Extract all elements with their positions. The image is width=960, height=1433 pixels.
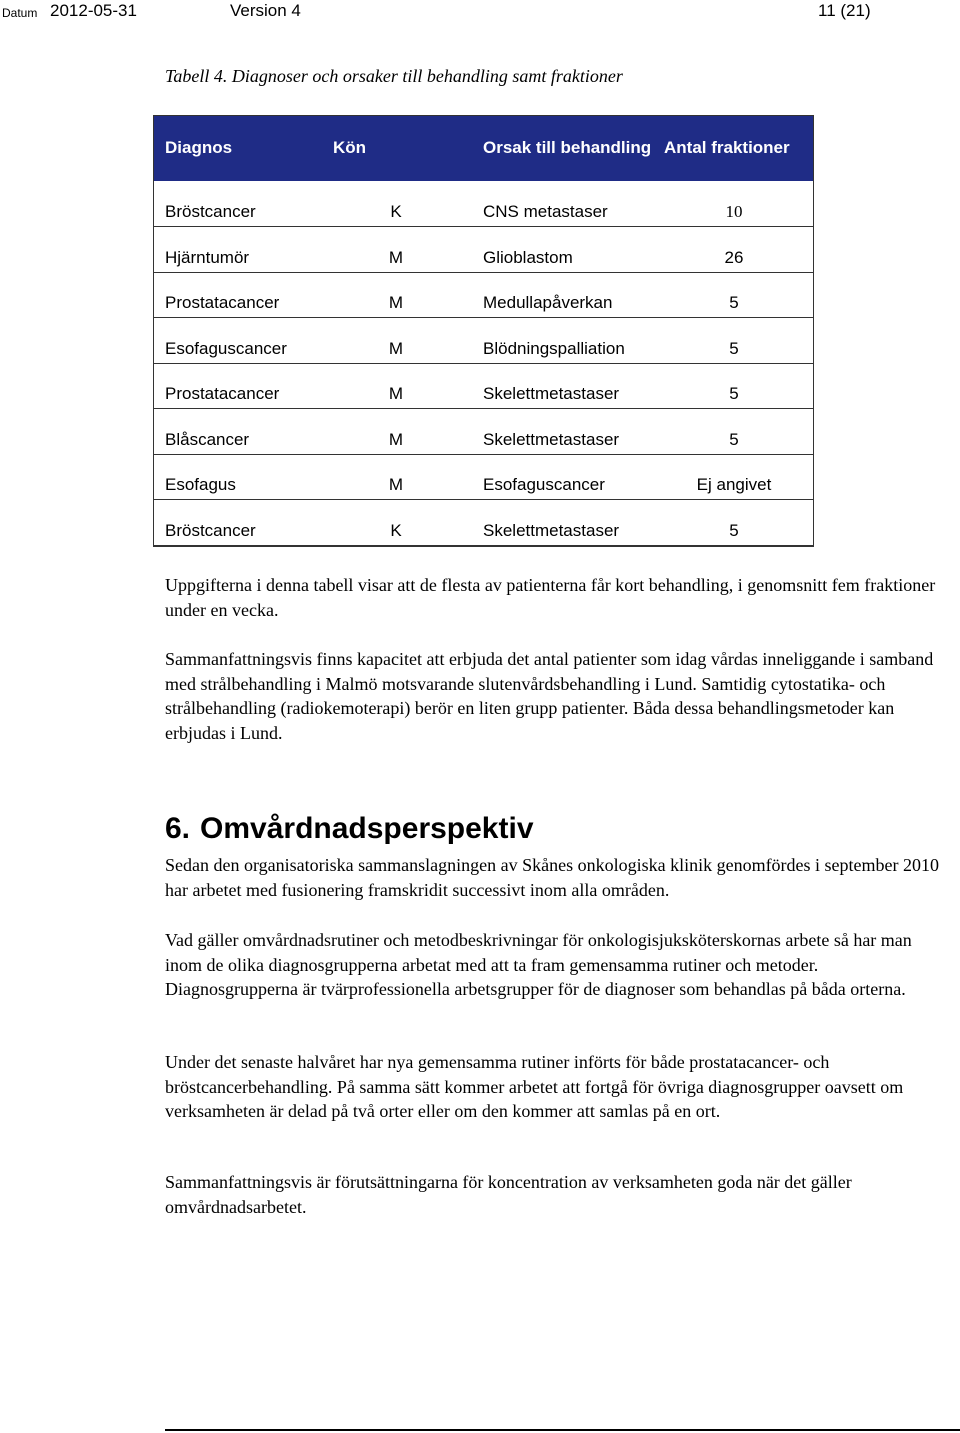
cell-orsak: Skelettmetastaser — [471, 363, 654, 409]
section-title: Omvårdnadsperspektiv — [200, 812, 534, 845]
cell-diagnos: Esofaguscancer — [153, 318, 321, 364]
document-date: 2012-05-31 — [50, 1, 137, 20]
cell-antal: 5 — [654, 409, 814, 455]
table-row — [153, 363, 814, 409]
cell-antal: 5 — [654, 318, 814, 364]
cell-kon: M — [321, 363, 471, 409]
cell-orsak: Skelettmetastaser — [471, 409, 654, 455]
cell-diagnos: Hjärntumör — [153, 227, 321, 273]
paragraph-new-routines: Under det senaste halvåret har nya gemensamma rutiner införts för både prostatacancer- och bröstcancerbehandling. På samma sätt kommer arbetet att fortgå för övriga diagnosgrupper oavsett om verksamheten är delad på två orter eller om den kommer att samlas på en ort. — [165, 1052, 904, 1121]
paragraph-table-summary: Uppgifterna i denna tabell visar att de flesta av patienterna får kort behandling, i genomsnitt fem fraktioner under en vecka. — [165, 575, 936, 620]
cell-antal: 10 — [654, 181, 814, 227]
paragraph-merger: Sedan den organisatoriska sammanslagningen av Skånes onkologiska klinik genomfördes i september 2010 har arbetet med fusionering framskridit successivt inom alla områden. — [165, 855, 940, 900]
cell-kon: K — [321, 181, 471, 227]
table-row — [153, 500, 814, 546]
cell-orsak: Blödningspalliation — [471, 318, 654, 364]
cell-diagnos: Bröstcancer — [153, 500, 321, 546]
cell-diagnos: Prostatacancer — [153, 272, 321, 318]
cell-kon: M — [321, 318, 471, 364]
cell-kon: M — [321, 272, 471, 318]
table-row — [153, 272, 814, 318]
section-number: 6. — [165, 812, 191, 845]
cell-kon: M — [321, 227, 471, 273]
table-row — [153, 454, 814, 500]
cell-kon: M — [321, 409, 471, 455]
header-kon: Kön — [321, 115, 471, 181]
table-caption: Tabell 4. Diagnoser och orsaker till behandling samt fraktioner — [165, 66, 623, 86]
cell-antal: Ej angivet — [654, 454, 814, 500]
table-row — [153, 409, 814, 455]
cell-kon: K — [321, 500, 471, 546]
diagnosis-table — [153, 115, 814, 546]
table-header-row — [153, 115, 814, 181]
cell-orsak: Medullapåverkan — [471, 272, 654, 318]
cell-diagnos: Esofagus — [153, 454, 321, 500]
page-header — [0, 0, 960, 26]
section-heading — [165, 812, 534, 846]
cell-diagnos: Blåscancer — [153, 409, 321, 455]
cell-antal: 5 — [654, 500, 814, 546]
paragraph-capacity: Sammanfattningsvis finns kapacitet att erbjuda det antal patienter som idag vårdas inneliggande i samband med strålbehandling i Malmö motsvarande slutenvårdsbehandling i Lund. Samtidig cytostatika- och strålbehandling (radiokemoterapi) berör en liten grupp patienter. Båda dessa behandlingsmetoder kan erbjudas i Lund. — [165, 649, 934, 743]
cell-antal: 26 — [654, 227, 814, 273]
cell-diagnos: Prostatacancer — [153, 363, 321, 409]
header-diagnos: Diagnos — [153, 115, 321, 181]
paragraph-routines: Vad gäller omvårdnadsrutiner och metodbeskrivningar för onkologisjuksköterskornas arbete så har man inom de olika diagnosgrupperna arbetat med att ta fram gemensamma rutiner och metoder. Diagnosgrupperna är tvärprofessionella arbetsgrupper för de diagnoser som behandlas på båda orterna. — [165, 930, 912, 999]
datum-label: Datum — [2, 6, 38, 20]
document-version: Version 4 — [230, 1, 301, 20]
cell-orsak: CNS metastaser — [471, 181, 654, 227]
page-number: 11 (21) — [818, 1, 871, 20]
cell-kon: M — [321, 454, 471, 500]
cell-orsak: Glioblastom — [471, 227, 654, 273]
header-antal: Antal fraktioner — [654, 115, 814, 181]
cell-antal: 5 — [654, 272, 814, 318]
table-row — [153, 181, 814, 227]
table-row — [153, 318, 814, 364]
header-orsak: Orsak till behandling — [471, 115, 654, 181]
footer-rule — [165, 1429, 960, 1431]
paragraph-conclusion: Sammanfattningsvis är förutsättningarna för koncentration av verksamheten goda när det gäller omvårdnadsarbetet. — [165, 1172, 852, 1217]
cell-orsak: Skelettmetastaser — [471, 500, 654, 546]
cell-diagnos: Bröstcancer — [153, 181, 321, 227]
cell-orsak: Esofaguscancer — [471, 454, 654, 500]
cell-antal: 5 — [654, 363, 814, 409]
table-row — [153, 227, 814, 273]
